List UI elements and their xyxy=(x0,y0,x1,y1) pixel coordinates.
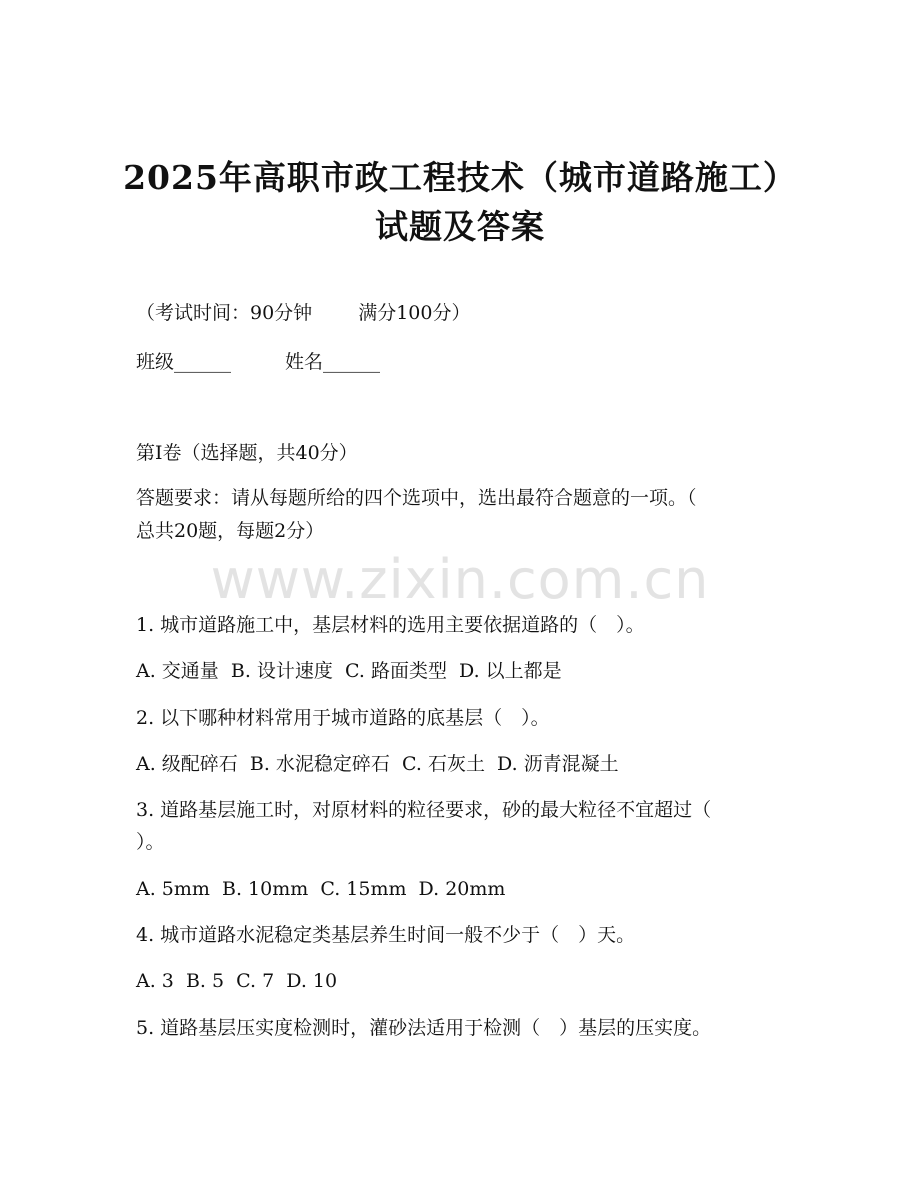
question-2-options: A. 级配碎石 B. 水泥稳定碎石 C. 石灰土 D. 沥青混凝土 xyxy=(136,753,619,775)
question-3-options: A. 5mm B. 10mm C. 15mm D. 20mm xyxy=(136,878,506,900)
question-4: 4. 城市道路水泥稳定类基层养生时间一般不少于（ ）天。 xyxy=(136,924,636,946)
document-title-line2: 试题及答案 xyxy=(375,207,545,246)
student-fields xyxy=(136,349,380,375)
exam-info xyxy=(136,300,470,326)
instructions-line1: 答题要求：请从每题所给的四个选项中，选出最符合题意的一项。（ xyxy=(136,487,697,509)
question-1-options: A. 交通量 B. 设计速度 C. 路面类型 D. 以上都是 xyxy=(136,660,562,682)
question-2: 2. 以下哪种材料常用于城市道路的底基层（ ）。 xyxy=(136,707,550,729)
class-field-label: 班级______ xyxy=(136,351,232,373)
question-5: 5. 道路基层压实度检测时，灌砂法适用于检测（ ）基层的压实度。 xyxy=(136,1017,712,1039)
question-1: 1. 城市道路施工中，基层材料的选用主要依据道路的（ ）。 xyxy=(136,614,645,636)
document-title-line1: 2025年高职市政工程技术（城市道路施工） xyxy=(123,158,797,197)
watermark: www.zixin.com.cn xyxy=(210,548,710,611)
exam-score: 满分100分） xyxy=(358,302,471,324)
name-field-label: 姓名______ xyxy=(285,351,381,373)
instructions-line2: 总共20题，每题2分） xyxy=(136,520,325,542)
exam-time: （考试时间：90分钟 xyxy=(136,302,313,324)
question-3: 3. 道路基层施工时，对原材料的粒径要求，砂的最大粒径不宜超过（ xyxy=(136,799,712,821)
section-heading: 第Ⅰ卷（选择题，共40分） xyxy=(136,442,358,464)
question-4-options: A. 3 B. 5 C. 7 D. 10 xyxy=(136,970,338,992)
question-3-continued: ）。 xyxy=(136,831,165,853)
